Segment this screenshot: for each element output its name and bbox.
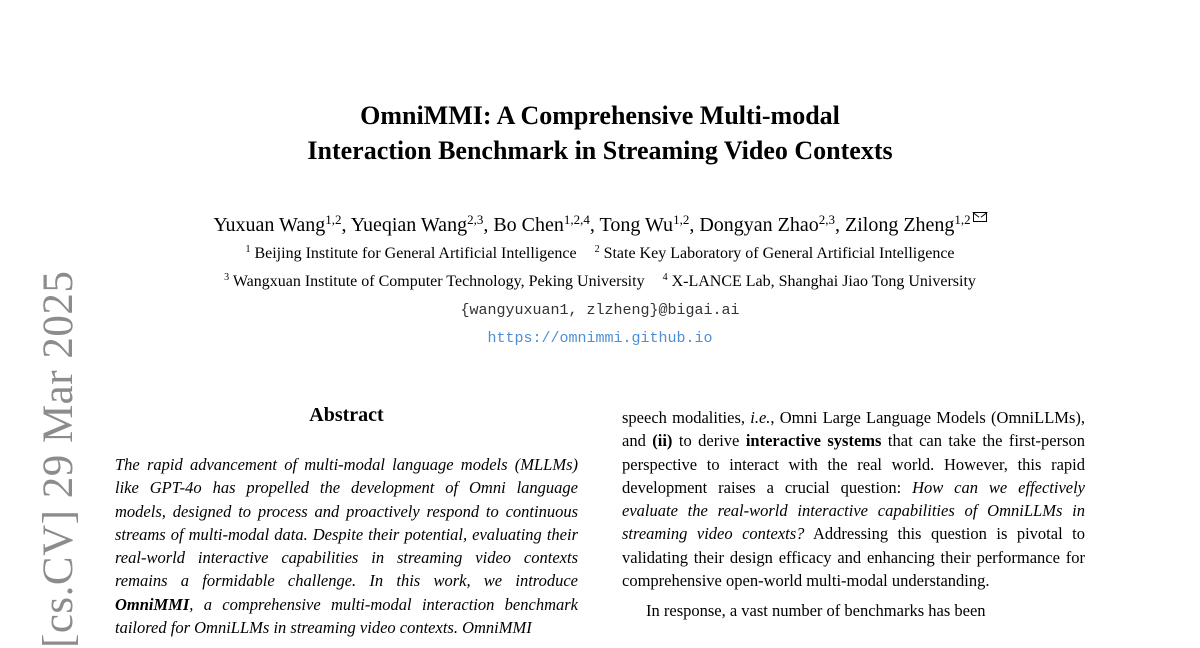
abstract-text-part-2: , a comprehensive multi-modal interaction benchmark tailored for OmniLLMs in streaming video contexts. OmniMMI — [115, 594, 578, 638]
author-affil-sup: 1,2 — [673, 212, 690, 227]
title-line-1: OmniMMI: A Comprehensive Multi-modal — [360, 101, 840, 130]
intro-paragraph-1 — [622, 406, 1085, 592]
author-affil-sup: 1,2 — [954, 212, 971, 227]
intro-text: , Omni Large Language Models (OmniLLMs), and — [622, 408, 1085, 451]
affil-number: 2 — [594, 244, 600, 255]
envelope-icon — [973, 212, 987, 222]
author-name: Bo Chen — [493, 214, 564, 236]
affil-number: 1 — [245, 244, 251, 255]
author-name: Dongyan Zhao — [699, 214, 819, 236]
paper-title — [0, 98, 1200, 168]
intro-marker-ii: (ii) — [652, 431, 673, 451]
intro-text: to derive — [672, 431, 746, 451]
affil-text: Beijing Institute for General Artificial Intelligence — [254, 245, 577, 262]
intro-ie: i.e. — [750, 408, 771, 427]
intro-text: that can take the first-person perspective to interact with the real world. However, this rapid development raises a crucial question: — [622, 431, 1085, 497]
author-affil-sup: 2,3 — [818, 212, 835, 227]
affil-text: Wangxuan Institute of Computer Technology, Peking University — [232, 273, 645, 290]
author-list: Yuxuan Wang$^{1,2}$, Yueqian Wang$^{2,3}$, Bo Chen$^{1,2,4}$, Tong Wu$^{1,2}$, Dongyan Zhao$^{2,3}$, Zilong Zheng$^{1,2}$ — [0, 212, 1200, 237]
project-url-link[interactable]: https://omnimmi.github.io — [487, 330, 713, 347]
abstract-body — [115, 453, 578, 639]
abstract-text-part-1: The rapid advancement of multi-modal language models (MLLMs) like GPT-4o has propelled the development of Omni language models, designed to process and proactively respond to continuous streams of multi-modal data. Despite their potential, evaluating their real-world interactive capabilities in streaming video contexts remains a formidable challenge. In this work, we introduce — [115, 455, 578, 591]
author-name: Zilong Zheng — [844, 214, 955, 236]
title-line-2: Interaction Benchmark in Streaming Video Contexts — [307, 136, 893, 165]
author-affil-sup: 1,2 — [325, 212, 342, 227]
introduction-column — [622, 406, 1085, 623]
intro-text: speech modalities, — [622, 408, 751, 427]
arxiv-stamp-text: [cs.CV] 29 Mar 2025 — [35, 270, 82, 648]
abstract-benchmark-name: OmniMMI — [115, 594, 190, 614]
affil-text: X-LANCE Lab, Shanghai Jiao Tong University — [671, 273, 976, 290]
affil-text: State Key Laboratory of General Artificial Intelligence — [603, 245, 955, 262]
affil-number: 3 — [224, 272, 230, 283]
author-affil-sup: 2,3 — [467, 212, 484, 227]
author-name: Yueqian Wang — [350, 214, 468, 236]
affil-number: 4 — [662, 272, 668, 283]
intro-interactive-systems: interactive systems — [745, 431, 882, 451]
author-affil-sup: 1,2,4 — [563, 212, 590, 227]
intro-question: How can we effectively evaluate the real-world interactive capabilities of OmniLLMs in streaming video contexts? — [622, 477, 1086, 544]
author-name: Tong Wu — [599, 214, 674, 236]
intro-text: Addressing this question is pivotal to validating their design efficacy and enhancing their performance for comprehensive open-world multi-modal understanding. — [622, 524, 1085, 591]
affiliations-row-1 — [0, 245, 1200, 263]
author-name: Yuxuan Wang — [213, 214, 326, 236]
affiliations-row-2 — [0, 273, 1200, 291]
contact-email: {wangyuxuan1, zlzheng}@bigai.ai — [460, 302, 740, 319]
intro-paragraph-2: In response, a vast number of benchmarks has been — [646, 601, 986, 621]
abstract-heading: Abstract — [309, 404, 384, 426]
arxiv-identifier — [20, 270, 82, 648]
